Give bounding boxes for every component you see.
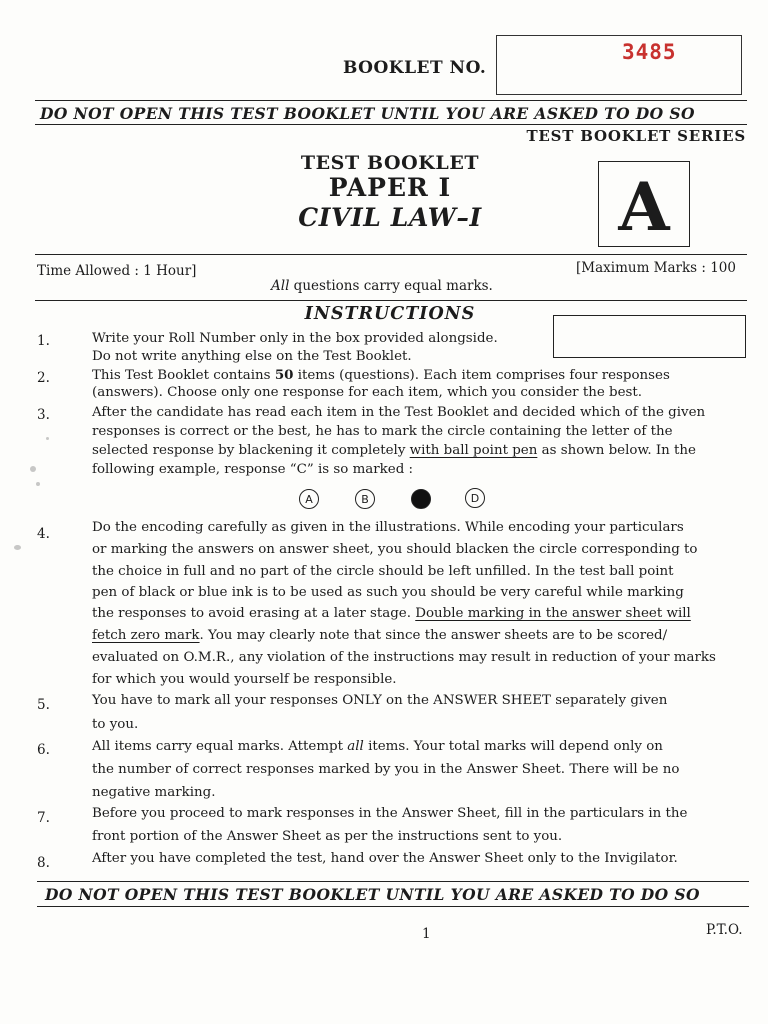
item-4-line-3: the choice in full and no part of the circle should be left unfilled. In the test ball point [92,564,674,579]
scan-speck [36,482,40,486]
item-4-line-7: evaluated on O.M.R., any violation of the instructions may result in reduction of your marks [92,650,716,665]
booklet-no-box [496,35,742,95]
warning-top: DO NOT OPEN THIS TEST BOOKLET UNTIL YOU ARE ASKED TO DO SO [40,104,695,123]
maximum-marks: [Maximum Marks : 100 [576,260,736,276]
item-3-line-4: following example, response “C” is so marked : [92,462,414,477]
item-5-line-2: to you. [92,717,139,732]
example-option-d: D [465,488,485,508]
bottom-divider [37,881,749,882]
item-6-line-2: the number of correct responses marked by you in the Answer Sheet. There will be no [92,762,680,777]
equal-marks-text: questions carry equal marks. [289,278,493,294]
item-number-1: 1. [37,333,50,349]
item-4-line-2: or marking the answers on answer sheet, you should blacken the circle corresponding to [92,542,698,557]
item-2-line-1 [92,367,670,383]
pto-label: P.T.O. [706,922,743,938]
double-marking-text: Double marking in the answer sheet will [415,606,691,621]
example-option-b: B [355,489,375,509]
item-4-text-b: . You may clearly note that since the answer sheets are to be scored/ [199,628,668,643]
item-count: 50 [274,367,294,383]
time-allowed: Time Allowed : 1 Hour] [37,263,197,279]
item-6-line-1 [92,739,663,754]
item-number-2: 2. [37,370,50,386]
ball-point-pen-text: with ball point pen [409,443,538,458]
booklet-no-label: BOOKLET NO. [343,58,487,78]
item-number-3: 3. [37,407,50,423]
item-3-line-2: responses is correct or the best, he has to mark the circle containing the letter of the [92,424,673,439]
warning-bottom-underline [37,906,749,907]
item-4-line-8: for which you would yourself be responsible. [92,672,397,687]
item-3-text-a: selected response by blackening it completely [92,443,410,458]
item-2-text-c: items (questions). Each item comprises four responses [293,368,670,383]
item-4-line-4: pen of black or blue ink is to be used as such you should be very careful while marking [92,585,684,600]
item-number-7: 7. [37,810,50,826]
scan-speck [46,437,49,440]
item-3-line-3 [92,443,696,458]
zero-mark-text: fetch zero mark [92,628,200,643]
item-4-line-6 [92,628,667,643]
item-4-line-1: Do the encoding carefully as given in the illustrations. While encoding your particulars [92,520,684,535]
subject-title: CIVIL LAW–I [298,203,482,232]
item-number-5: 5. [37,697,50,713]
item-4-text-a: the responses to avoid erasing at a later stage. [92,606,416,621]
scan-speck [14,545,21,550]
series-label: TEST BOOKLET SERIES [526,127,746,145]
item-4-line-5 [92,606,691,621]
item-1-line-1: Write your Roll Number only in the box provided alongside. [92,331,498,346]
item-5-line-1: You have to mark all your responses ONLY on the ANSWER SHEET separately given [92,693,668,708]
item-6-text-a: All items carry equal marks. Attempt [92,739,348,754]
item-number-4: 4. [37,526,50,542]
item-1-line-2: Do not write anything else on the Test Booklet. [92,349,412,364]
top-divider [35,100,747,101]
item-number-6: 6. [37,742,50,758]
warning-top-underline [35,124,747,125]
item-8-line-1: After you have completed the test, hand over the Answer Sheet only to the Invigilator. [92,851,678,866]
example-option-c-filled [411,489,431,509]
all-items-word: all [347,739,364,754]
item-7-line-1: Before you proceed to mark responses in the Answer Sheet, fill in the particulars in the [92,806,688,821]
scan-speck [30,466,36,472]
item-3-line-1: After the candidate has read each item in the Test Booklet and decided which of the given [92,405,706,420]
item-6-text-c: items. Your total marks will depend only on [363,739,663,754]
booklet-title: TEST BOOKLET [300,152,480,174]
item-2-text-a: This Test Booklet contains [92,368,275,383]
item-6-line-3: negative marking. [92,785,216,800]
meta-bottom-divider [35,300,747,301]
paper-title: PAPER I [328,173,452,202]
item-7-line-2: front portion of the Answer Sheet as per the instructions sent to you. [92,829,563,844]
roll-number-box[interactable] [553,315,746,358]
booklet-no-value: 3485 [622,40,677,64]
all-word: All [271,278,290,294]
warning-bottom: DO NOT OPEN THIS TEST BOOKLET UNTIL YOU ARE ASKED TO DO SO [45,885,700,904]
equal-marks-note [271,278,493,294]
example-option-a: A [299,489,319,509]
instructions-heading: INSTRUCTIONS [304,304,476,324]
item-2-line-2: (answers). Choose only one response for each item, which you consider the best. [92,385,643,400]
page-number: 1 [422,926,431,942]
series-box [598,161,690,247]
series-letter: A [618,168,670,246]
meta-top-divider [35,254,747,255]
item-number-8: 8. [37,855,50,871]
item-3-text-c: as shown below. In the [537,443,696,458]
